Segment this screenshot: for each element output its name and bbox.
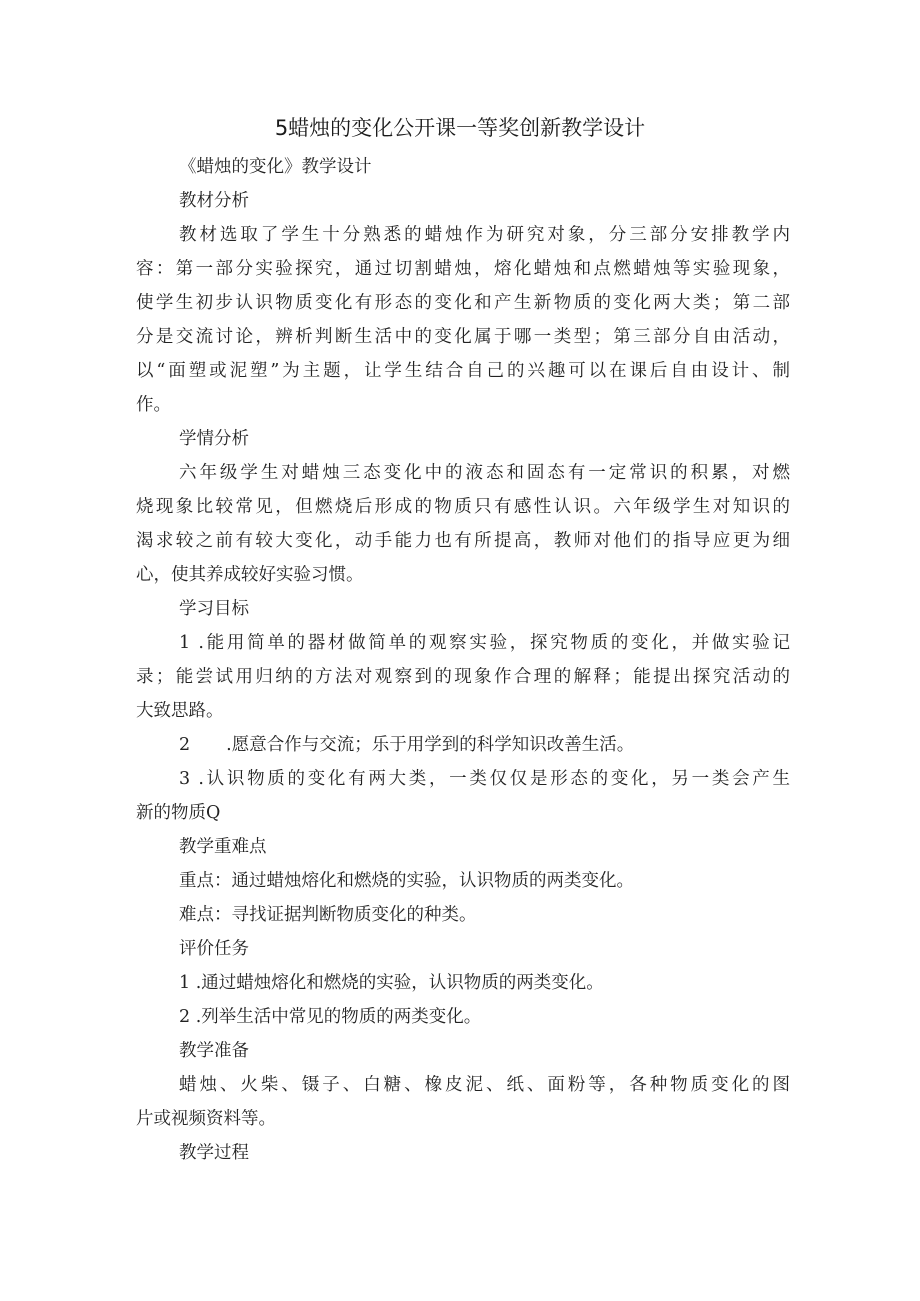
paragraph-line: 六年级学生对蜡烛三态变化中的液态和固态有一定常识的积累，对燃: [179, 463, 790, 483]
paragraph-line: 使学生初步认识物质变化有形态的变化和产生新物质的变化两大类；第二部: [136, 293, 790, 313]
goal-line: 新的物质Q: [136, 803, 221, 823]
evaluation-item: 1 .通过蜡烛熔化和燃烧的实验，认识物质的两类变化。: [179, 973, 604, 993]
paragraph-line: 以“面塑或泥塑”为主题，让学生结合自己的兴趣可以在课后自由设计、制: [136, 361, 790, 381]
goal-line: 录；能尝试用归纳的方法对观察到的现象作合理的解释；能提出探究活动的: [136, 667, 790, 687]
goal-line: 3 .认识物质的变化有两大类，一类仅仅是形态的变化，另一类会产生: [179, 769, 790, 789]
paragraph-line: 作。: [136, 395, 171, 415]
key-point-line: 重点：通过蜡烛熔化和燃烧的实验，认识物质的两类变化。: [179, 871, 634, 891]
heading-learning-goals: 学习目标: [179, 599, 249, 619]
goal-2-text: .愿意合作与交流；乐于用学到的科学知识改善生活。: [226, 735, 635, 755]
paragraph-line: 分是交流讨论，辨析判断生活中的变化属于哪一类型；第三部分自由活动，: [136, 327, 790, 347]
paragraph-line: 渴求较之前有较大变化，动手能力也有所提高，教师对他们的指导应更为细: [136, 531, 790, 551]
heading-key-points: 教学重难点: [179, 837, 267, 857]
document-body: [136, 150, 790, 1170]
difficulty-line: 难点：寻找证据判断物质变化的种类。: [179, 905, 477, 925]
heading-preparation: 教学准备: [179, 1041, 249, 1061]
goal-line: 1 .能用简单的器材做简单的观察实验，探究物质的变化，并做实验记: [179, 633, 790, 653]
preparation-line: 片或视频资料等。: [136, 1109, 276, 1129]
preparation-line: 蜡烛、火柴、镊子、白糖、橡皮泥、纸、面粉等，各种物质变化的图: [179, 1075, 790, 1095]
evaluation-item: 2 .列举生活中常见的物质的两类变化。: [179, 1007, 482, 1027]
goal-2-line: [136, 728, 790, 762]
paragraph-line: 心，使其养成较好实验习惯。: [136, 565, 364, 585]
goal-2-number: 2: [179, 735, 191, 755]
paragraph-line: 教材选取了学生十分熟悉的蜡烛作为研究对象，分三部分安排教学内: [179, 225, 790, 245]
goal-line: 大致思路。: [136, 701, 224, 721]
document-subtitle: 《蜡烛的变化》教学设计: [179, 157, 372, 177]
heading-process: 教学过程: [179, 1143, 249, 1163]
heading-materials-analysis: 教材分析: [179, 191, 249, 211]
heading-evaluation: 评价任务: [179, 939, 249, 959]
paragraph-line: 烧现象比较常见，但燃烧后形成的物质只有感性认识。六年级学生对知识的: [136, 497, 790, 517]
document-title: 5蜡烛的变化公开课一等奖创新教学设计: [274, 116, 646, 140]
paragraph-line: 容：第一部分实验探究，通过切割蜡烛，熔化蜡烛和点燃蜡烛等实验现象，: [136, 259, 790, 279]
heading-student-analysis: 学情分析: [179, 429, 249, 449]
